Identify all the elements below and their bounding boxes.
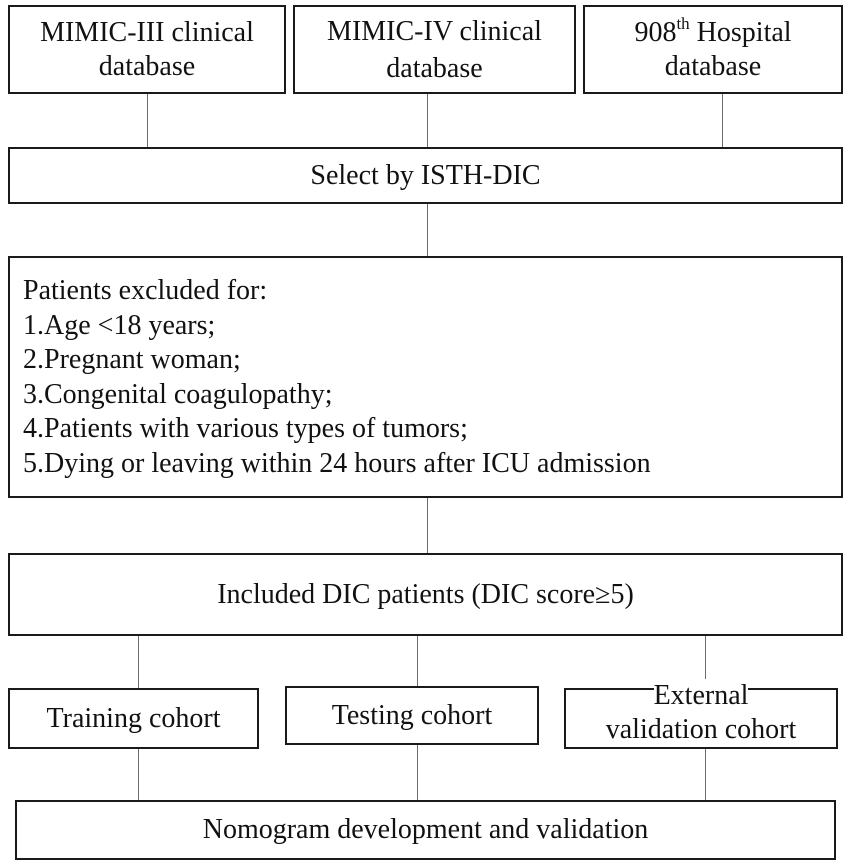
source-label-line1: MIMIC-III clinical [40, 17, 254, 49]
exclusion-box [8, 256, 843, 498]
cohort-label: Training cohort [46, 702, 221, 734]
source-label-line1: MIMIC-IV clinical [327, 16, 542, 47]
cohort-label-line1: External [653, 680, 749, 711]
connector-exclusion-included [427, 497, 428, 554]
ordinal-suffix: th [676, 14, 690, 34]
cohort-box-external [564, 680, 838, 749]
source-box-mimic4 [293, 5, 576, 94]
cohort-box-training [8, 688, 259, 749]
exclusion-item: 4.Patients with various types of tumors; [23, 413, 468, 444]
exclusion-item: 3.Congenital coagulopathy; [23, 378, 333, 410]
connector-included-training [138, 635, 139, 689]
cohort-box-testing [285, 686, 539, 745]
final-label: Nomogram development and validation [202, 814, 649, 846]
source-label-line2: database [664, 50, 762, 82]
source-box-mimic3 [8, 5, 286, 94]
exclusion-item: 1.Age <18 years; [23, 309, 216, 341]
cohort-label-line2: validation cohort [605, 714, 797, 745]
connector-select-exclusion [427, 203, 428, 257]
exclusion-item: 5.Dying or leaving within 24 hours after ICU admission [23, 447, 651, 479]
source-label-line2: database [386, 53, 483, 85]
connector-mimic4-select [427, 93, 428, 148]
connector-external-final [705, 748, 706, 801]
select-box [8, 147, 843, 204]
hospital-number: 908 [634, 17, 677, 49]
included-box [8, 553, 843, 636]
connector-included-testing [417, 635, 418, 687]
source-label-line1 [634, 16, 791, 49]
connector-mimic3-select [147, 93, 148, 148]
final-box [15, 800, 836, 860]
exclusion-item: 2.Pregnant woman; [23, 344, 241, 375]
included-label: Included DIC patients (DIC score≥5) [217, 578, 634, 610]
cohort-label: Testing cohort [331, 699, 493, 731]
source-box-908-hospital [583, 5, 843, 94]
connector-908-select [722, 93, 723, 148]
connector-training-final [138, 748, 139, 801]
connector-testing-final [417, 744, 418, 801]
exclusion-header: Patients excluded for: [23, 275, 268, 306]
select-label: Select by ISTH-DIC [310, 159, 541, 191]
source-label-line2: database [98, 50, 196, 82]
hospital-word: Hospital [689, 17, 792, 49]
